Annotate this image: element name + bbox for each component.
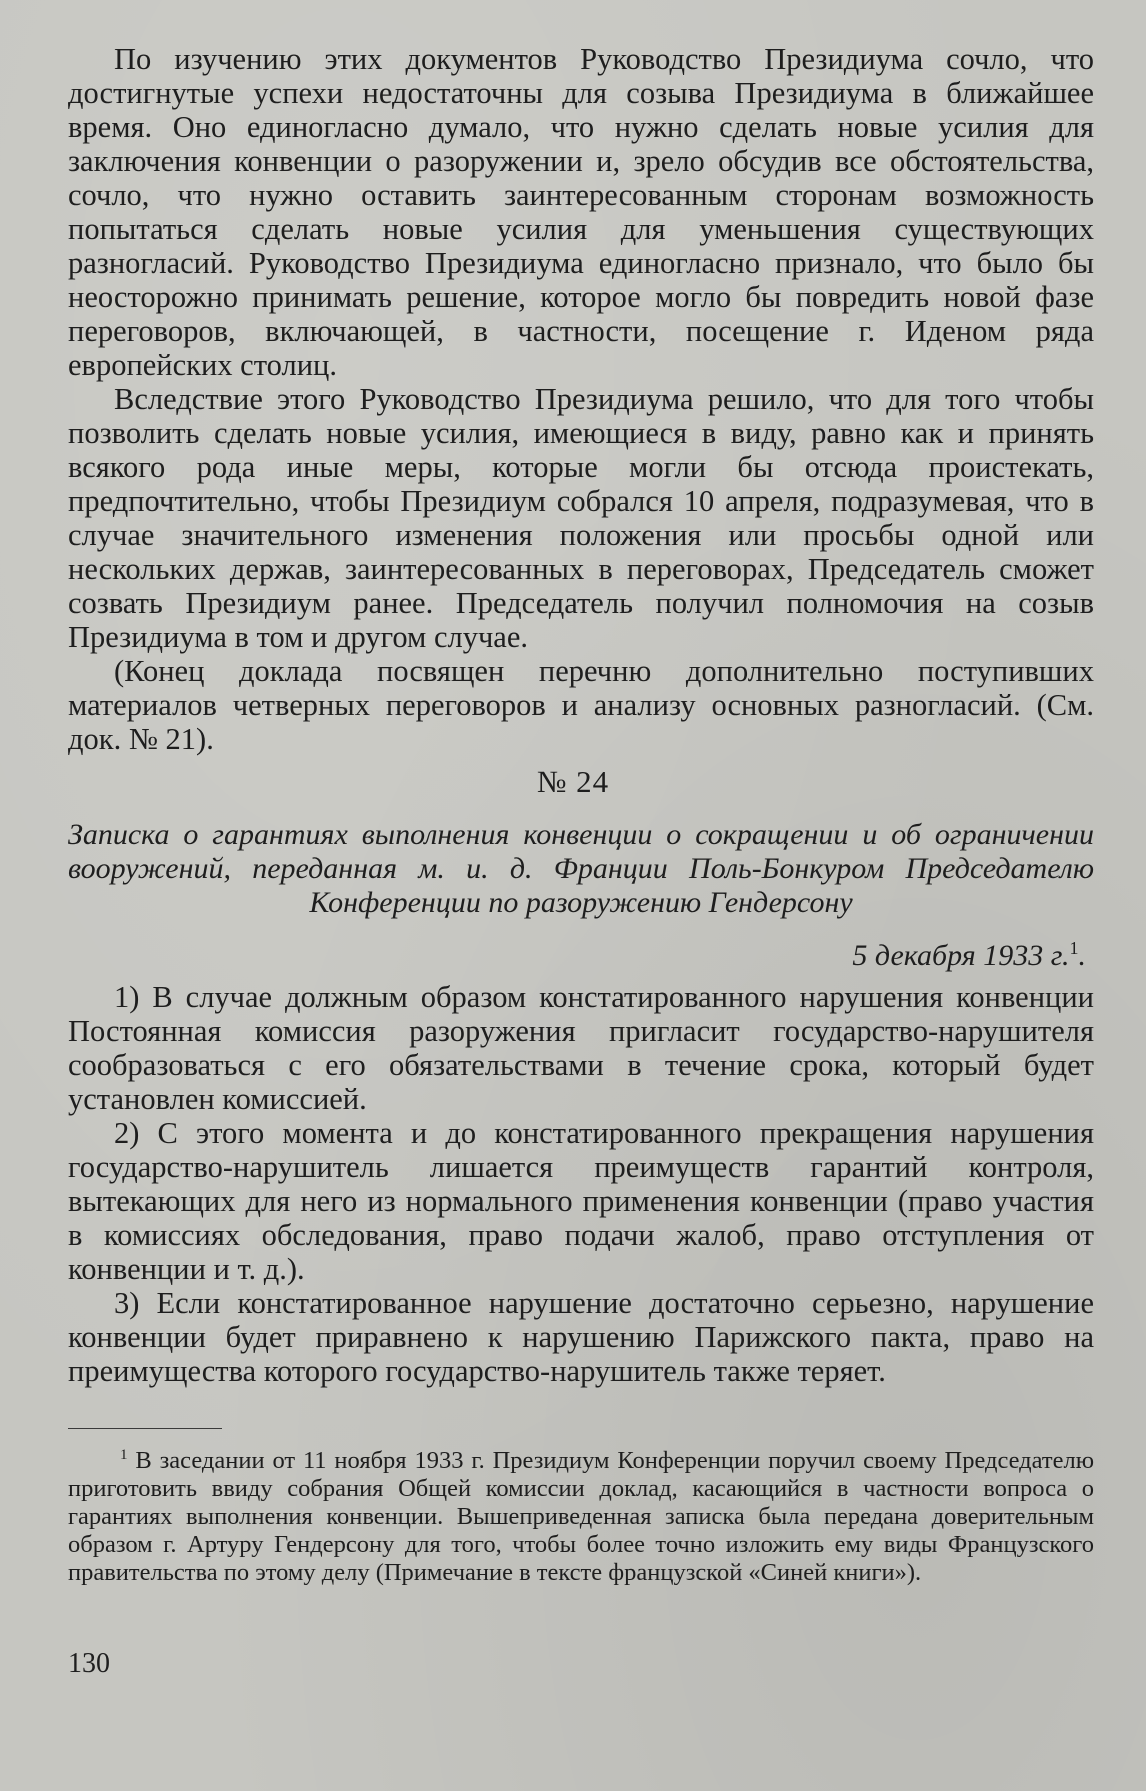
footnote [68, 1441, 1094, 1587]
document-item-1: 1) В случае должным образом констатированного нарушения конвенции Постоянная комиссия разоружения пригласит государство-нарушителя сообразоваться с его обязательствами в течение срока, который будет установлен комиссией. [68, 980, 1094, 1116]
date-footnote-marker: 1 [1069, 938, 1079, 958]
document-items [68, 980, 1094, 1388]
intro-text [68, 42, 1094, 756]
document-item-3: 3) Если констатированное нарушение достаточно серьезно, нарушение конвенции будет приравнено к нарушению Парижского пакта, право на преимущества которого государство-нарушитель также теряет. [68, 1286, 1094, 1388]
document-item-2: 2) С этого момента и до констатированного прекращения нарушения государство-нарушитель лишается преимуществ гарантий контроля, вытекающих для него из нормального применения конвенции (право участия в комиссиях обследования, право подачи жалоб, право отступления от конвенции и т. д.). [68, 1116, 1094, 1286]
document-number: № 24 [536, 764, 610, 799]
document-date: 5 декабря 1933 г. [852, 939, 1070, 972]
document-date-line [852, 930, 1086, 974]
intro-paragraph-3: (Конец доклада посвящен перечню дополнительно поступивших материалов четверных переговоров и анализу основных разногласий. (См. док. № 21). [68, 654, 1094, 756]
intro-paragraph-1: По изучению этих документов Руководство Президиума сочло, что достигнутые успехи недостаточны для созыва Президиума в ближайшее время. Оно единогласно думало, что нужно сделать новые усилия для заключения конвенции о разоружении и, зрело обсудив все обстоятельства, сочло, что нужно оставить заинтересованным сторонам возможность попытаться сделать новые усилия для уменьшения существующих разногласий. Руководство Президиума единогласно признало, что было бы неосторожно принимать решение, которое могло бы повредить новой фазе переговоров, включающей, в частности, посещение г. Иденом ряда европейских столиц. [68, 42, 1094, 382]
footnote-text: В заседании от 11 ноября 1933 г. Президиум Конференции поручил своему Председателю приготовить ввиду собрания Общей комиссии доклад, касающийся в частности вопроса о гарантиях выполнения конвенции. Вышеприведенная записка была передана доверительным образом г. Артуру Гендерсону для того, чтобы более точно изложить ему виды Французского правительства по этому делу (Примечание в тексте французской «Синей книги»). [68, 1447, 1094, 1587]
footnote-marker: 1 [120, 1447, 128, 1463]
date-period: . [1078, 939, 1086, 972]
footnote-divider [68, 1428, 222, 1429]
intro-paragraph-2: Вследствие этого Руководство Президиума решило, что для того чтобы позволить сделать новые усилия, имеющиеся в виду, равно как и принять всякого рода иные меры, которые могли бы отсюда проистекать, предпочтительно, чтобы Президиум собрался 10 апреля, подразумевая, что в случае значительного изменения положения или просьбы одной или нескольких держав, заинтересованных в переговорах, Председатель сможет созвать Президиум ранее. Председатель получил полномочия на созыв Президиума в том и другом случае. [68, 382, 1094, 654]
page-number: 130 [68, 1648, 110, 1679]
document-title: Записка о гарантиях выполнения конвенции о сокращении и об ограничении вооружений, переданная м. и. д. Франции Поль-Бонкуром Председателю Конференции по разоружению Гендерсону [68, 818, 1094, 919]
